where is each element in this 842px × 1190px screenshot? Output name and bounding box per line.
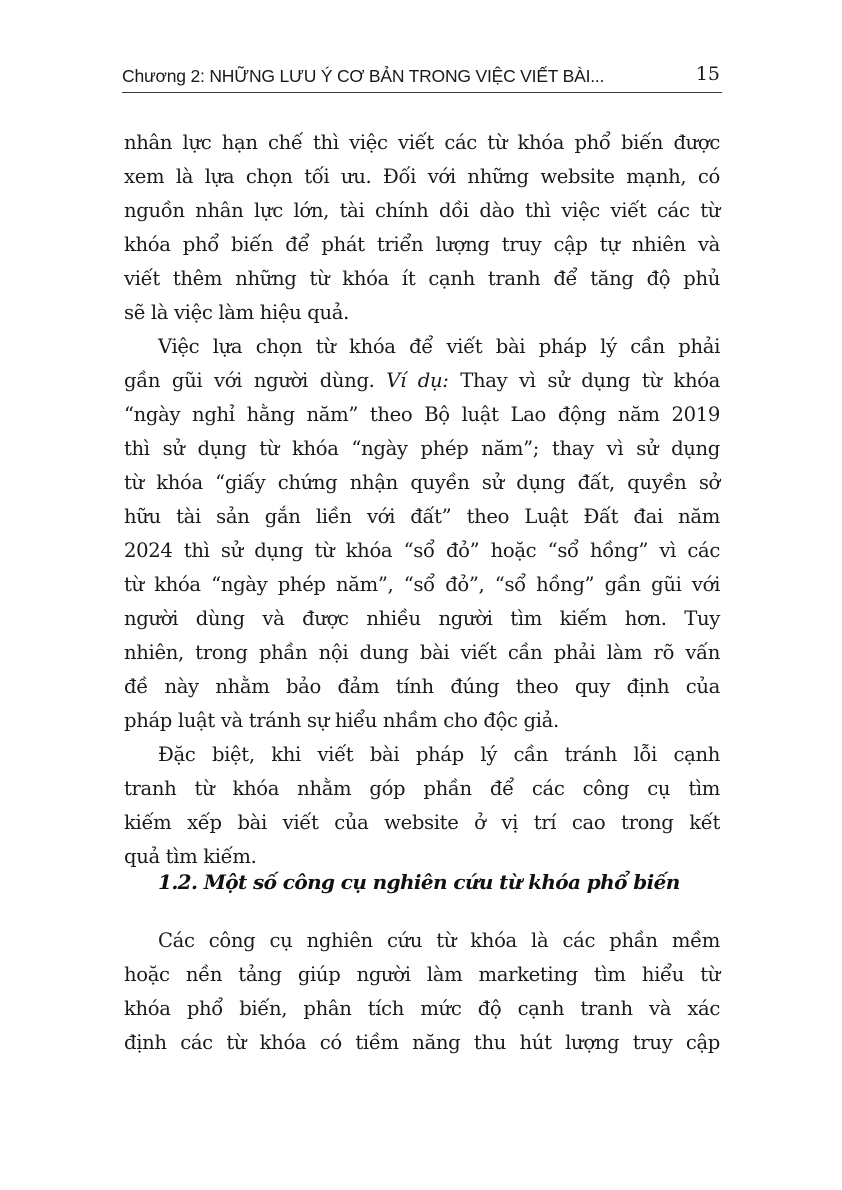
text-line: 2024 thì sử dụng từ khóa “sổ đỏ” hoặc “sổ hồng” vì các bbox=[124, 539, 720, 562]
text-line: hữu tài sản gắn liền với đất” theo Luật Đất đai năm bbox=[124, 505, 720, 528]
text-line: Đặc biệt, khi viết bài pháp lý cần tránh lỗi cạnh bbox=[158, 743, 720, 766]
text-line: nhiên, trong phần nội dung bài viết cần phải làm rõ vấn bbox=[124, 641, 720, 664]
text-line: xem là lựa chọn tối ưu. Đối với những website mạnh, có bbox=[124, 165, 720, 188]
text-line: viết thêm những từ khóa ít cạnh tranh để tăng độ phủ bbox=[124, 267, 720, 290]
text-run: gần gũi với người dùng. bbox=[124, 369, 387, 392]
example-label: Ví dụ: bbox=[386, 369, 449, 392]
text-line: sẽ là việc làm hiệu quả. bbox=[124, 301, 349, 324]
text-line: nhân lực hạn chế thì việc viết các từ khóa phổ biến được bbox=[124, 131, 720, 154]
text-line: Việc lựa chọn từ khóa để viết bài pháp lý cần phải bbox=[158, 335, 720, 358]
text-line: kiếm xếp bài viết của website ở vị trí cao trong kết bbox=[124, 811, 720, 834]
text-line: hoặc nền tảng giúp người làm marketing tìm hiểu từ bbox=[124, 963, 720, 986]
text-line: thì sử dụng từ khóa “ngày phép năm”; thay vì sử dụng bbox=[124, 437, 720, 460]
page-number: 15 bbox=[695, 63, 720, 85]
text-line: nguồn nhân lực lớn, tài chính dồi dào thì việc viết các từ bbox=[124, 199, 720, 222]
section-heading: 1.2. Một số công cụ nghiên cứu từ khóa phổ biến bbox=[158, 870, 680, 894]
text-line: khóa phổ biến để phát triển lượng truy cập tự nhiên và bbox=[124, 233, 720, 256]
text-line: từ khóa “ngày phép năm”, “sổ đỏ”, “sổ hồng” gần gũi với bbox=[124, 573, 720, 596]
text-run: Thay vì sử dụng từ khóa bbox=[448, 369, 721, 392]
text-line: đề này nhằm bảo đảm tính đúng theo quy định của bbox=[124, 675, 720, 698]
text-line: Các công cụ nghiên cứu từ khóa là các phần mềm bbox=[158, 929, 720, 952]
text-line: “ngày nghỉ hằng năm” theo Bộ luật Lao động năm 2019 bbox=[124, 403, 720, 426]
text-line bbox=[124, 364, 720, 398]
text-line: người dùng và được nhiều người tìm kiếm hơn. Tuy bbox=[124, 607, 720, 630]
text-line: khóa phổ biến, phân tích mức độ cạnh tranh và xác bbox=[124, 997, 720, 1020]
chapter-title: Chương 2: NHỮNG LƯU Ý CƠ BẢN TRONG VIỆC VIẾT BÀI... bbox=[122, 66, 605, 86]
running-header bbox=[122, 62, 722, 93]
text-line: định các từ khóa có tiềm năng thu hút lượng truy cập bbox=[124, 1031, 720, 1054]
text-line: từ khóa “giấy chứng nhận quyền sử dụng đất, quyền sở bbox=[124, 471, 720, 494]
text-line: quả tìm kiếm. bbox=[124, 845, 257, 868]
text-line: tranh từ khóa nhằm góp phần để các công cụ tìm bbox=[124, 777, 720, 800]
text-line: pháp luật và tránh sự hiểu nhầm cho độc giả. bbox=[124, 709, 559, 732]
